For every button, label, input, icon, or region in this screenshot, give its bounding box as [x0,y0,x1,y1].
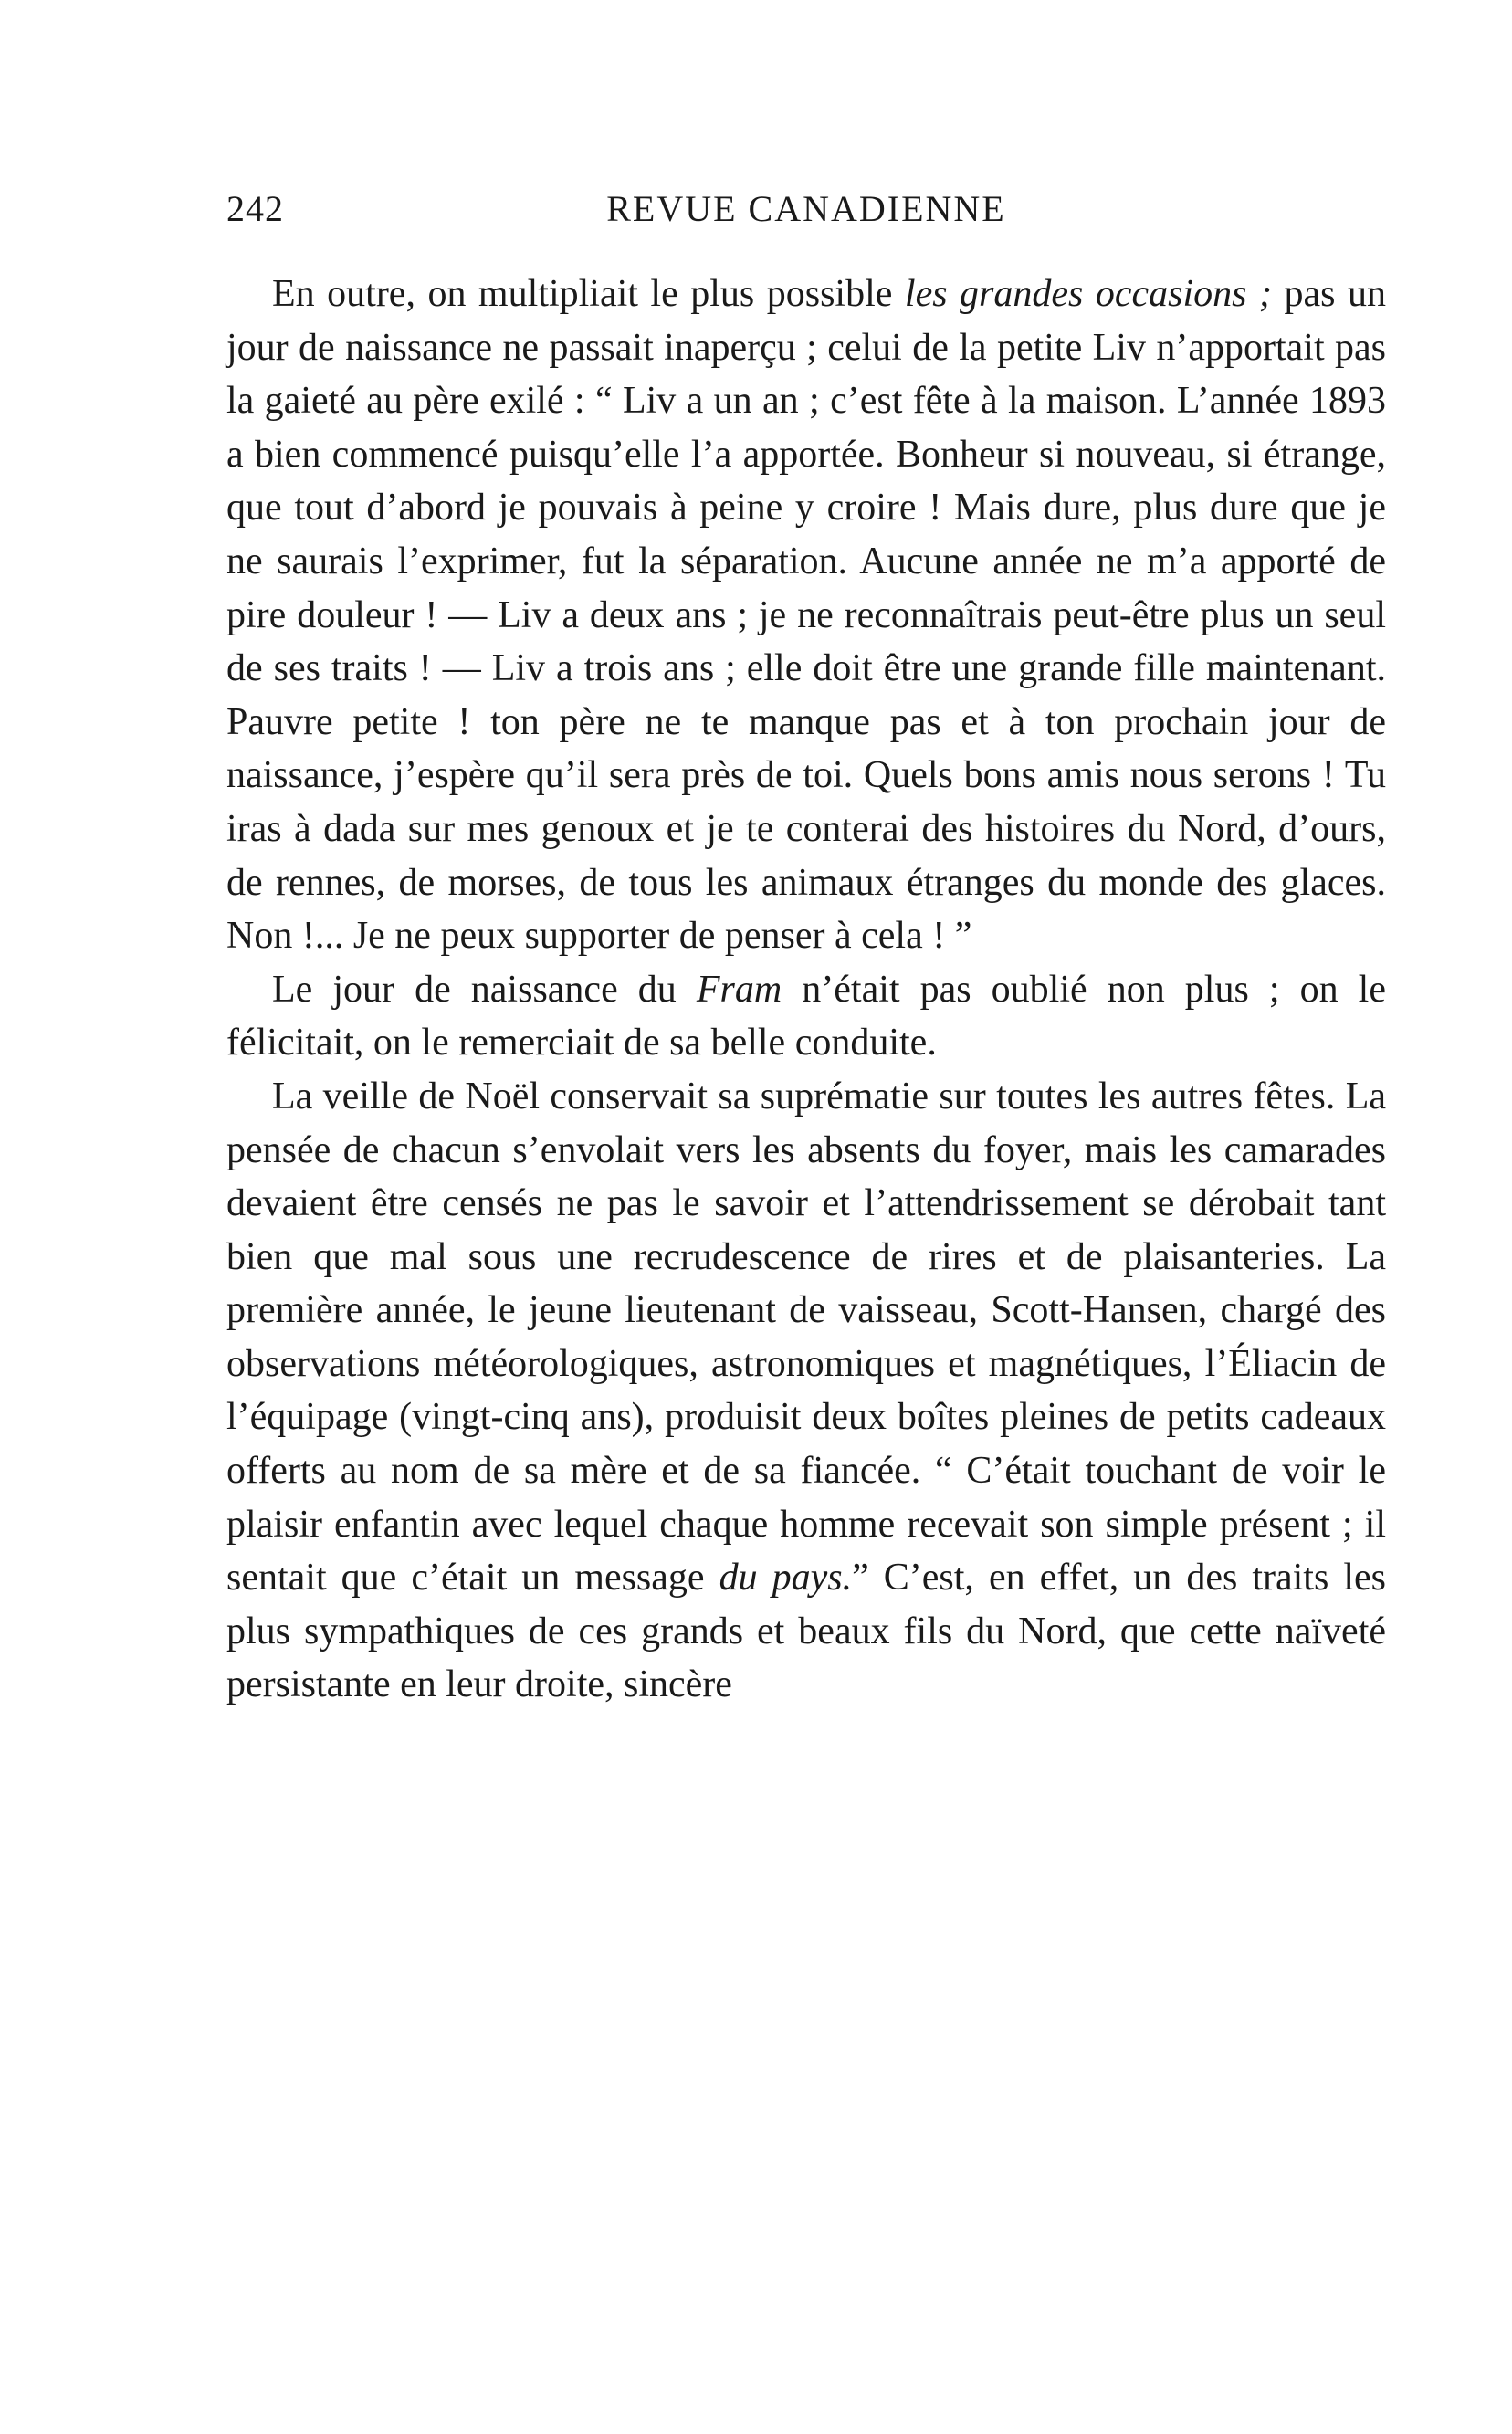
page-number: 242 [226,188,284,229]
paragraph-2 [226,963,1386,1070]
paragraph-2-text-a: Le jour de naissance du [272,968,697,1011]
paragraph-1-text-b: pas un jour de naissance ne passait inaperçu ; celui de la petite Liv n’apportait pas la gaieté au père exilé : “ Liv a un an ; c’est fête à la maison. L’année 1893 a bien commencé puisqu’elle l’a apportée. Bonheur si nouveau, si étrange, que tout d’abord je pouvais à peine y croire ! Mais dure, plus dure que je ne saurais l’exprimer, fut la séparation. Aucune année ne m’a apporté de pire douleur ! — Liv a deux ans ; je ne reconnaîtrais peut-être plus un seul de ses traits ! — Liv a trois ans ; elle doit être une grande fille maintenant. Pauvre petite ! ton père ne te manque pas et à ton prochain jour de naissance, j’espère qu’il sera près de toi. Quels bons amis nous serons ! Tu iras à dada sur mes genoux et je te conterai des histoires du Nord, d’ours, de rennes, de morses, de tous les animaux étranges du monde des glaces. Non !... Je ne peux supporter de penser à cela ! ” [226,273,1386,958]
paragraph-1 [226,268,1386,963]
journal-title: REVUE CANADIENNE [606,188,1006,229]
paragraph-3-italic: du pays. [719,1557,853,1600]
paragraph-1-italic: les grandes occasions ; [904,273,1273,315]
paragraph-3 [226,1070,1386,1712]
book-page [226,187,1386,1712]
paragraph-3-text-a: La veille de Noël conservait sa suprématie sur toutes les autres fêtes. La pensée de chacun s’envolait vers les absents du foyer, mais les camarades devaient être censés ne pas le savoir et l’attendrissement se dérobait tant bien que mal sous une recrudescence de rires et de plaisanteries. La première année, le jeune lieutenant de vaisseau, Scott-Hansen, chargé des observations météorologiques, astronomiques et magnétiques, l’Éliacin de l’équipage (vingt-cinq ans), produisit deux boîtes pleines de petits cadeaux offerts au nom de sa mère et de sa fiancée. “ C’était touchant de voir le plaisir enfantin avec lequel chaque homme recevait son simple présent ; il sentait que c’était un message [226,1075,1386,1600]
paragraph-2-text-b: n’était pas oublié non plus ; on le félicitait, on le remerciait de sa belle conduite. [226,968,1386,1065]
running-header [226,187,1386,238]
ship-name-italic: Fram [696,968,782,1011]
body-text [226,268,1386,1712]
paragraph-3-text-b: ” C’est, en effet, un des traits les plus sympathiques de ces grands et beaux fils du Nord, que cette naïveté persistante en leur droite, sincère [226,1557,1386,1706]
paragraph-1-text-a: En outre, on multipliait le plus possible [272,273,905,315]
